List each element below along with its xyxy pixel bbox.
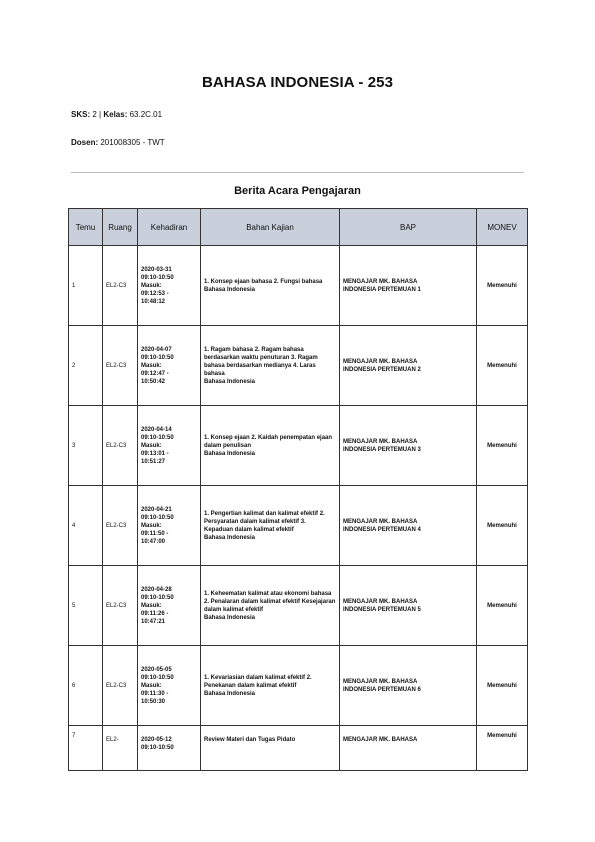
bap-line: MENGAJAR MK. BAHASA <box>343 598 418 605</box>
bap-line: MENGAJAR MK. BAHASA <box>343 737 418 743</box>
cell-temu: 3 <box>69 406 103 486</box>
cell-monev: Memenuhi <box>477 726 528 771</box>
cell-monev: Memenuhi <box>477 646 528 726</box>
col-header-bahan-kajian: Bahan Kajian <box>201 209 340 246</box>
cell-kehadiran <box>138 406 201 486</box>
bahan-kajian-source: Bahasa Indonesia <box>204 690 256 697</box>
col-header-kehadiran: Kehadiran <box>138 209 201 246</box>
bap-line: INDONESIA PERTEMUAN 2 <box>343 366 421 373</box>
cell-temu: 5 <box>69 566 103 646</box>
kehadiran-line: 2020-04-28 <box>141 586 172 593</box>
cell-ruang: EL2-C3 <box>103 406 138 486</box>
bahan-kajian-text: 1. Ragam bahasa 2. Ragam bahasa berdasarkan waktu penuturan 3. Ragam bahasa berdasarkan medianya 4. Laras bahasa <box>204 346 318 377</box>
cell-bahan-kajian <box>201 406 340 486</box>
bap-line: MENGAJAR MK. BAHASA <box>343 278 418 285</box>
kehadiran-line: 09:13:01 - <box>141 450 169 457</box>
col-header-monev: MONEV <box>477 209 528 246</box>
cell-bahan-kajian <box>201 726 340 771</box>
kehadiran-line: 10:50:30 <box>141 698 166 705</box>
kehadiran-line: 10:47:21 <box>141 618 166 625</box>
table-row <box>69 406 528 486</box>
col-header-bap: BAP <box>340 209 477 246</box>
divider <box>71 172 524 173</box>
table-row <box>69 326 528 406</box>
cell-monev: Memenuhi <box>477 406 528 486</box>
kehadiran-line: Masuk: <box>141 522 162 529</box>
section-title: Berita Acara Pengajaran <box>234 185 361 197</box>
kehadiran-line: 09:10-10:50 <box>141 674 174 681</box>
col-header-temu: Temu <box>69 209 103 246</box>
attendance-table <box>68 208 528 771</box>
table-row <box>69 246 528 326</box>
cell-temu: 4 <box>69 486 103 566</box>
cell-bahan-kajian <box>201 566 340 646</box>
kehadiran-line: 09:12:47 - <box>141 370 169 377</box>
bahan-kajian-text: Review Materi dan Tugas Pidato <box>204 737 296 743</box>
bap-line: MENGAJAR MK. BAHASA <box>343 518 418 525</box>
cell-monev: Memenuhi <box>477 486 528 566</box>
bap-line: INDONESIA PERTEMUAN 1 <box>343 286 421 293</box>
cell-kehadiran <box>138 566 201 646</box>
cell-temu: 2 <box>69 326 103 406</box>
bahan-kajian-source: Bahasa Indonesia <box>204 286 256 293</box>
kehadiran-line: 2020-05-12 <box>141 737 172 743</box>
cell-bap <box>340 566 477 646</box>
cell-ruang: EL2- <box>103 726 138 771</box>
table-row <box>69 486 528 566</box>
kehadiran-line: 2020-04-07 <box>141 346 172 353</box>
cell-monev: Memenuhi <box>477 566 528 646</box>
cell-monev: Memenuhi <box>477 326 528 406</box>
cell-ruang: EL2-C3 <box>103 566 138 646</box>
cell-bap <box>340 406 477 486</box>
bap-line: INDONESIA PERTEMUAN 6 <box>343 686 421 693</box>
table-body <box>69 246 528 771</box>
kehadiran-line: 09:12:53 - <box>141 290 169 297</box>
cell-kehadiran <box>138 726 201 771</box>
bahan-kajian-source: Bahasa Indonesia <box>204 450 256 457</box>
kehadiran-line: Masuk: <box>141 682 162 689</box>
cell-bap <box>340 246 477 326</box>
cell-bahan-kajian <box>201 486 340 566</box>
kehadiran-line: 09:10-10:50 <box>141 745 174 751</box>
cell-bap <box>340 486 477 566</box>
cell-temu: 7 <box>69 726 103 771</box>
table-row <box>69 646 528 726</box>
bap-line: INDONESIA PERTEMUAN 4 <box>343 526 421 533</box>
kehadiran-line: 2020-04-14 <box>141 426 172 433</box>
lecturer-meta <box>71 138 165 147</box>
cell-bahan-kajian <box>201 326 340 406</box>
dosen-value: 201008305 - TWT <box>100 138 165 147</box>
bahan-kajian-text: 1. Pengertian kalimat dan kalimat efektif 2. Persyaratan dalam kalimat efektif 3. Kepaduan dalam kalimat efektif <box>204 510 325 533</box>
kehadiran-line: 2020-03-31 <box>141 266 172 273</box>
cell-bahan-kajian <box>201 246 340 326</box>
bap-line: INDONESIA PERTEMUAN 5 <box>343 606 421 613</box>
table-header-row <box>69 209 528 246</box>
bahan-kajian-source: Bahasa Indonesia <box>204 534 256 541</box>
kehadiran-line: Masuk: <box>141 282 162 289</box>
sks-label: SKS: <box>71 110 91 119</box>
bahan-kajian-text: 1. Kevariasian dalam kalimat efektif 2. Penekanan dalam kalimat efektif <box>204 674 312 689</box>
cell-monev: Memenuhi <box>477 246 528 326</box>
cell-ruang: EL2-C3 <box>103 326 138 406</box>
kehadiran-line: Masuk: <box>141 602 162 609</box>
cell-kehadiran <box>138 326 201 406</box>
kelas-label: Kelas: <box>103 110 128 119</box>
table-row <box>69 726 528 771</box>
cell-kehadiran <box>138 246 201 326</box>
kehadiran-line: 09:10-10:50 <box>141 514 174 521</box>
kehadiran-line: 10:50:42 <box>141 378 166 385</box>
cell-kehadiran <box>138 486 201 566</box>
cell-bap <box>340 326 477 406</box>
cell-bap <box>340 646 477 726</box>
bahan-kajian-text: 1. Keheematan kalimat atau ekonomi bahasa 2. Penalaran dalam kalimat efektif Kesejajaran dalam kalimat efektif <box>204 590 336 613</box>
cell-temu: 6 <box>69 646 103 726</box>
kehadiran-line: 10:48:12 <box>141 298 166 305</box>
cell-ruang: EL2-C3 <box>103 246 138 326</box>
bahan-kajian-text: 1. Konsep ejaan 2. Kaidah penempatan ejaan dalam penulisan <box>204 434 333 449</box>
kehadiran-line: Masuk: <box>141 442 162 449</box>
bap-line: MENGAJAR MK. BAHASA <box>343 438 418 445</box>
kelas-value: 63.2C.01 <box>129 110 163 119</box>
kehadiran-line: 09:10-10:50 <box>141 274 174 281</box>
dosen-label: Dosen: <box>71 138 99 147</box>
table-row <box>69 566 528 646</box>
kehadiran-line: 09:11:30 - <box>141 690 169 697</box>
kehadiran-line: 09:10-10:50 <box>141 434 174 441</box>
kehadiran-line: 09:10-10:50 <box>141 354 174 361</box>
kehadiran-line: 2020-05-05 <box>141 666 172 673</box>
kehadiran-line: 2020-04-21 <box>141 506 172 513</box>
kehadiran-line: 10:51:27 <box>141 458 166 465</box>
cell-kehadiran <box>138 646 201 726</box>
kehadiran-line: Masuk: <box>141 362 162 369</box>
cell-ruang: EL2-C3 <box>103 646 138 726</box>
kehadiran-line: 09:11:26 - <box>141 610 169 617</box>
cell-temu: 1 <box>69 246 103 326</box>
cell-bahan-kajian <box>201 646 340 726</box>
sks-value: 2 <box>92 110 97 119</box>
kehadiran-line: 09:11:50 - <box>141 530 169 537</box>
kehadiran-line: 10:47:00 <box>141 538 166 545</box>
col-header-ruang: Ruang <box>103 209 138 246</box>
bap-line: INDONESIA PERTEMUAN 3 <box>343 446 421 453</box>
bap-line: MENGAJAR MK. BAHASA <box>343 358 418 365</box>
cell-ruang: EL2-C3 <box>103 486 138 566</box>
bahan-kajian-text: 1. Konsep ejaan bahasa 2. Fungsi bahasa <box>204 278 323 285</box>
cell-bap <box>340 726 477 771</box>
bahan-kajian-source: Bahasa Indonesia <box>204 378 256 385</box>
bap-line: MENGAJAR MK. BAHASA <box>343 678 418 685</box>
meta-separator: | <box>99 110 102 119</box>
course-meta <box>71 110 162 119</box>
kehadiran-line: 09:10-10:50 <box>141 594 174 601</box>
bahan-kajian-source: Bahasa Indonesia <box>204 614 256 621</box>
page-title: BAHASA INDONESIA - 253 <box>201 74 394 91</box>
